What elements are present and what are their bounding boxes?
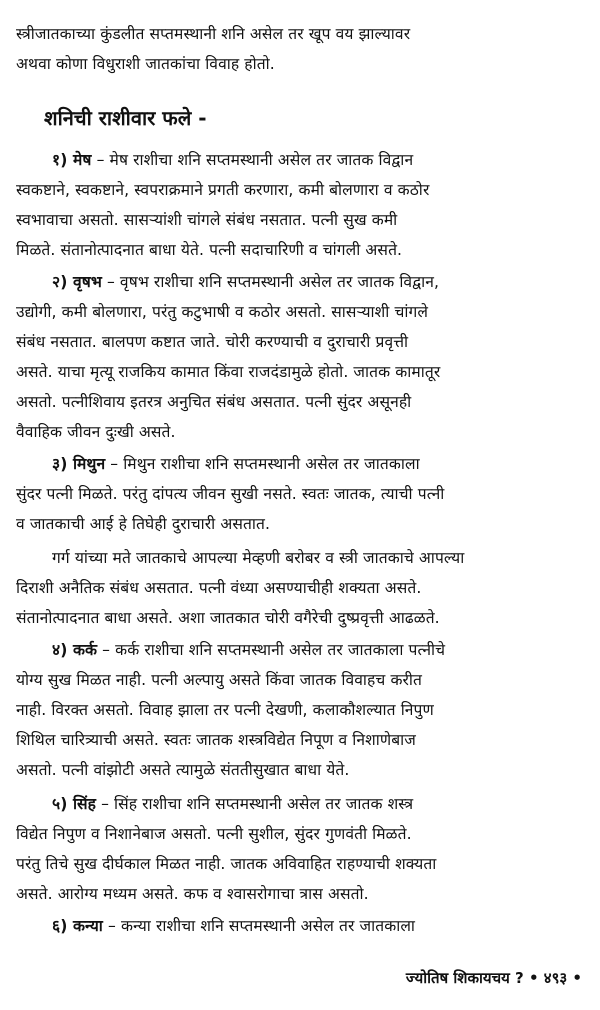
- kark-line: नाही. विरक्त असतो. विवाह झाला तर पत्नी देखणी, कलाकौशल्यात निपुण: [16, 701, 434, 719]
- mithun-paragraph-first-line: ३) मिथुन – मिथुन राशीचा शनि सप्तमस्थानी असेल तर जातकाला: [52, 455, 420, 473]
- kark-label: ४) कर्क: [52, 641, 98, 659]
- kark-line: योग्य सुख मिळत नाही. पत्नी अल्पायु असते किंवा जातक विवाहच करीत: [16, 671, 423, 689]
- mithun-line: व जातकाची आई हे तिघेही दुराचारी असतात.: [16, 515, 271, 533]
- vrushabh-line: संबंध नसतात. बालपण कष्टात जाते. चोरी करण्याची व दुराचारी प्रवृत्ती: [16, 333, 409, 351]
- vrushabh-line: असते. याचा मृत्यू राजकिय कामात किंवा राजदंडामुळे होतो. जातक कामातूर: [16, 363, 441, 381]
- mithun-label: ३) मिथुन: [52, 455, 106, 473]
- vrushabh-line: असतो. पत्नीशिवाय इतरत्र अनुचित संबंध असतात. पत्नी सुंदर असूनही: [16, 393, 412, 411]
- kark-line: शिथिल चारित्र्याची असते. स्वतः जातक शस्त्रविद्येत निपूण व निशाणेबाज: [16, 731, 416, 749]
- simha-line: विद्येत निपुण व निशानेबाज असतो. पत्नी सुशील, सुंदर गुणवंती मिळते.: [16, 825, 412, 843]
- simha-line: परंतु तिचे सुख दीर्घकाल मिळत नाही. जातक अविवाहित राहण्याची शक्यता: [16, 855, 437, 873]
- mesh-line: स्वभावाचा असतो. सासऱ्यांशी चांगले संबंध नसतात. पत्नी सुख कमी: [16, 211, 398, 229]
- simha-paragraph-first-line: ५) सिंह – सिंह राशीचा शनि सप्तमस्थानी असेल तर जातक शस्त्र: [52, 795, 414, 813]
- kark-line: असतो. पत्नी वांझोटी असते त्यामुळे संततीसुखात बाधा येते.: [16, 761, 350, 779]
- vrushabh-paragraph-first-line: २) वृषभ – वृषभ राशीचा शनि सप्तमस्थानी असेल तर जातक विद्वान,: [52, 273, 440, 291]
- mesh-line: स्वकष्टाने, स्वकष्टाने, स्वपराक्रमाने प्रगती करणारा, कमी बोलणारा व कठोर: [16, 181, 430, 199]
- mesh-line: मिळते. संतानोत्पादनात बाधा येते. पत्नी सदाचारिणी व चांगली असते.: [16, 241, 403, 259]
- simha-label: ५) सिंह: [52, 795, 97, 813]
- vrushabh-line: वैवाहिक जीवन दुःखी असते.: [16, 423, 176, 441]
- vrushabh-line: उद्योगी, कमी बोलणारा, परंतु कटुभाषी व कठोर असतो. सासऱ्याशी चांगले: [16, 303, 429, 321]
- mesh-label: १) मेष: [52, 151, 92, 169]
- garg-paragraph-first-line: गर्ग यांच्या मते जातकाचे आपल्या मेव्हणी बरोबर व स्त्री जातकाचे आपल्या: [52, 549, 465, 567]
- intro-line: स्त्रीजातकाच्या कुंडलीत सप्तमस्थानी शनि असेल तर खूप वय झाल्यावर: [16, 25, 411, 43]
- kanya-paragraph-first-line: ६) कन्या – कन्या राशीचा शनि सप्तमस्थानी असेल तर जातकाला: [52, 917, 416, 935]
- page-footer: ज्योतिष शिकायचय ? • ४९३ •: [405, 969, 582, 987]
- garg-line: दिराशी अनैतिक संबंध असतात. पत्नी वंध्या असण्याचीही शक्यता असते.: [16, 579, 422, 597]
- garg-line: संतानोत्पादनात बाधा असते. अशा जातकात चोरी वगैरेची दुष्प्रवृत्ती आढळते.: [16, 609, 440, 627]
- mithun-line: सुंदर पत्नी मिळते. परंतु दांपत्य जीवन सुखी नसते. स्वतः जातक, त्याची पत्नी: [16, 485, 445, 503]
- intro-line: अथवा कोणा विधुराशी जातकांचा विवाह होतो.: [16, 55, 275, 73]
- section-heading: शनिची राशीवार फले -: [44, 106, 207, 130]
- simha-line: असते. आरोग्य मध्यम असते. कफ व श्वासरोगाचा त्रास असतो.: [16, 885, 369, 903]
- kark-paragraph-first-line: ४) कर्क – कर्क राशीचा शनि सप्तमस्थानी असेल तर जातकाला पत्नीचे: [52, 641, 446, 659]
- mesh-paragraph-first-line: १) मेष – मेष राशीचा शनि सप्तमस्थानी असेल तर जातक विद्वान: [52, 151, 414, 169]
- vrushabh-label: २) वृषभ: [52, 273, 102, 291]
- kanya-label: ६) कन्या: [52, 917, 103, 935]
